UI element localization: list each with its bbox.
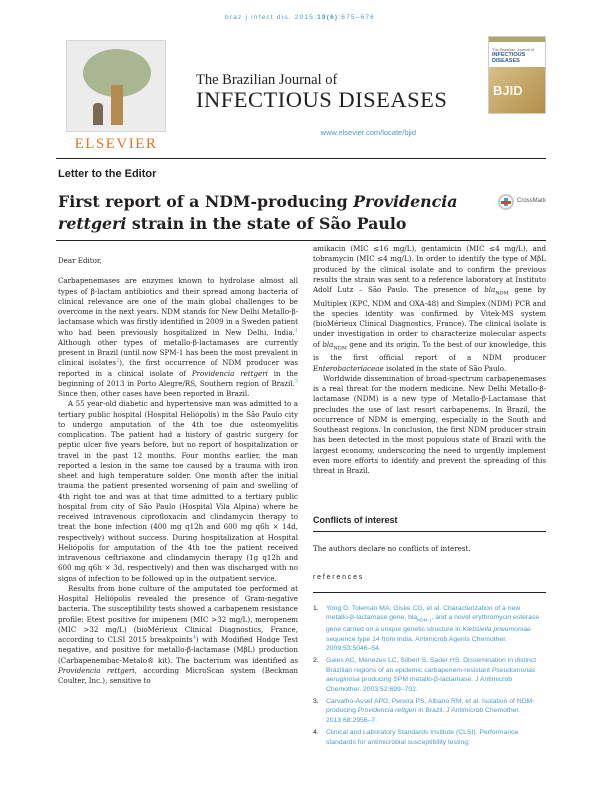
journal-citation xyxy=(0,14,600,21)
elsevier-logo xyxy=(56,34,176,152)
references-list xyxy=(313,604,546,750)
cover-title-big: INFECTIOUS DISEASES xyxy=(492,52,526,64)
title-divider xyxy=(56,240,546,241)
paragraph-4: amikacin (MIC ≤16 mg/L), gentamicin (MIC ≤4 mg/L), and tobramycin (MIC ≤4 mg/L). In order to identify the type of MβL produced by the clinical isolate and to confirm the previous results the strain was sent to a reference laboratory at Instituto Adolf Lutz – São Paulo. The presence of bla$_{NDM}$ gene by Multiplex (KPC, NDM and OXA-48) and Simplex (NDM) PCR and the species identity was confirmed by Vitek-MS system (bioMérieux Clinical Diagnostics, France). The clinical isolate is under investigation in order to characterize molecular aspects of bla$_{NDM}$ gene and its origin. To the best of our knowledge, this is the first official report of a NDM producer Enterobacteriaceae isolated in the state of São Paulo. xyxy=(313,244,546,373)
elsevier-tree-icon xyxy=(66,40,166,132)
journal-title xyxy=(196,72,447,113)
conflicts-text: The authors declare no conflicts of interest. xyxy=(313,544,471,553)
body-right-column xyxy=(313,244,546,476)
paragraph-1: Carbapenemases are enzymes known to hydrolase almost all types of β-lactam antibiotics and their spread among bacteria of clinical relevance are one of the main global challenges to be overcome in the next years. NDM stands for New Delhi Metallo-β-lactamase which was firstly identified in 2009 in a Sweden patient who had been previously hospitalized in New Delhi, India.$^1$ Although other types of metallo-β-lactamases are currently present in Brazil (until now SPM-1 has been the most prevalent in clinical isolates$^2$), the first occurrence of NDM producer was reported in a clinical isolate of Providencia rettgeri in the beginning of 2013 in Porto Alegre/RS, Southern region of Brazil.$^3$ Since then, other cases have been reported in Brazil. xyxy=(58,276,299,398)
citation-link[interactable]: 1 xyxy=(294,327,298,334)
journal-pages: :675–676 xyxy=(338,14,375,21)
body-left-column xyxy=(58,256,298,686)
journal-name-line1: The Brazilian Journal of xyxy=(196,72,338,88)
salutation: Dear Editor, xyxy=(58,256,102,265)
reference-item[interactable]: 3. Carvalho-Assef APD, Pereira PS, Albano RM, et al. Isolation of NDM-producing Providencia rettgeri in Brazil. J Antimicrob Chemother. 2013;68:2956–7. xyxy=(313,698,535,724)
cover-abbrev: BJID xyxy=(493,83,523,98)
article-category: Letter to the Editor xyxy=(58,168,157,180)
article-title: First report of a NDM-producing Providencia rettgeri strain in the state of São Paulo xyxy=(58,192,458,233)
journal-volume: 19(6) xyxy=(317,14,339,21)
journal-abbrev: braz j infect dis. xyxy=(225,14,292,21)
citation-link[interactable]: 3 xyxy=(294,378,298,385)
conflicts-heading: Conflicts of interest xyxy=(313,515,398,525)
crossmark-label: CrossMark xyxy=(517,198,547,204)
paragraph-5: Worldwide dissemination of broad-spectrum carbapenemases is a real threat for the modern medicine. New Delhi Metallo-β-lactamase (NDM) is a new type of Metallo-β-Lactamase that precludes the use of last resort carbapenems. In Brazil, the occurrence of NDM is emerging, especially in the South and Southeast regions. In conclusion, the first NDM producer strain has been detected in the most populous state of Brazil with the largest economy, underscoring the need to urgently implement even more efforts to identify and prevent the spreading of this threat in Brazil. xyxy=(313,373,546,476)
references-heading: references xyxy=(313,574,365,581)
references-divider xyxy=(313,592,546,593)
crossmark-icon xyxy=(498,194,514,210)
citation-link[interactable]: 4 xyxy=(192,634,196,641)
reference-item[interactable]: 4. Clinical and Laboratory Standards Institute (CLSI). Performance standards for antimicrobial susceptibility testing; xyxy=(313,729,519,746)
journal-year: 2015; xyxy=(294,14,318,21)
journal-name-line2: INFECTIOUS DISEASES xyxy=(196,87,448,112)
reference-item[interactable]: 1. Yong D, Toleman MA, Giske CG, et al. Characterization of a new metallo-β-lactamase gene, bla$_{NDM-1}$, and a novel erythromycin esterase gene carried on a unique genetic structure in Klebsiella pneumoniae sequence type 14 from India. Antimicrob Agents Chemother. 2009;53:5046–54. xyxy=(313,605,540,652)
cover-title-small: The Brazilian Journal of xyxy=(492,47,535,52)
citation-link[interactable]: 2 xyxy=(116,357,120,364)
reference-item[interactable]: 2. Gales AC, Menezes LC, Silbert S, Sader HS. Dissemination in distinct Brazilian regions of an epidemic carbapenem-resistant Pseudomonas aeruginosa producing SPM metallo-β-lactamase. J Antimicrob Chemother. 2003;52:699–702. xyxy=(313,657,537,693)
journal-url-link[interactable]: www.elsevier.com/locate/bjid xyxy=(320,128,416,137)
journal-cover-thumbnail xyxy=(488,36,546,114)
crossmark-badge[interactable] xyxy=(498,193,546,215)
header-divider xyxy=(56,158,546,159)
paragraph-2: A 55 year-old diabetic and hypertensive man was admitted to a tertiary public hospital (Hospital Heliópolis) in the São Paulo city to undergo amputation of the 4th toe due osteomyelitis complication. The patient had a history of gastric surgery for peptic ulcer five years before, but no report of hospitalization or travel in the past 12 months. Four months earlier, the man reported a lesion in the same toe caused by a trauma with iron sheet and high temperature solder. One month after the initial trauma the patient presented worsening of pain and swelling of 4th right toe and was at that time admitted to a tertiary public hospital from city of São Paulo (Hospital Vila Alpina) where he received intravenous ciprofloxacin and clindamycin therapy to treat the bone infection (400 mg q12h and 600 mg q6h × 14d, respectively) without success. During hospitalization at Hospital Heliópolis for amputation of the 4th toe the patient received intravenous ceftriaxone and clindamycin therapy (1g q12h and 600 mg q6h × 3d, respectively) and then was discharged with no signs of infection to be followed up in the outpatient service. xyxy=(58,399,298,583)
paragraph-3: Results from bone culture of the amputated toe performed at Hospital Heliópolis revealed the presence of Gram-negative bacteria. The susceptibility tests showed a carbapenem resistance profile: Etest positive for imipenem (MIC >32 mg/L), meropenem (MIC >32 mg/L) (bioMérieux Clinical Diagnostics, France, according to CLSI 2015 breakpoints$^4$) with Modified Hodge Test negative, and positive for metallo-β-lactamase (MβL) production (Carbapenembac-Metalo® kit). The bacterium was identified as Providencia rettgeri, according MicroScan system (Beckman Coulter, Inc.), sensitive to xyxy=(58,583,298,685)
journal-masthead xyxy=(56,34,546,156)
conflicts-divider xyxy=(313,531,546,532)
publisher-name: ELSEVIER xyxy=(74,136,158,152)
